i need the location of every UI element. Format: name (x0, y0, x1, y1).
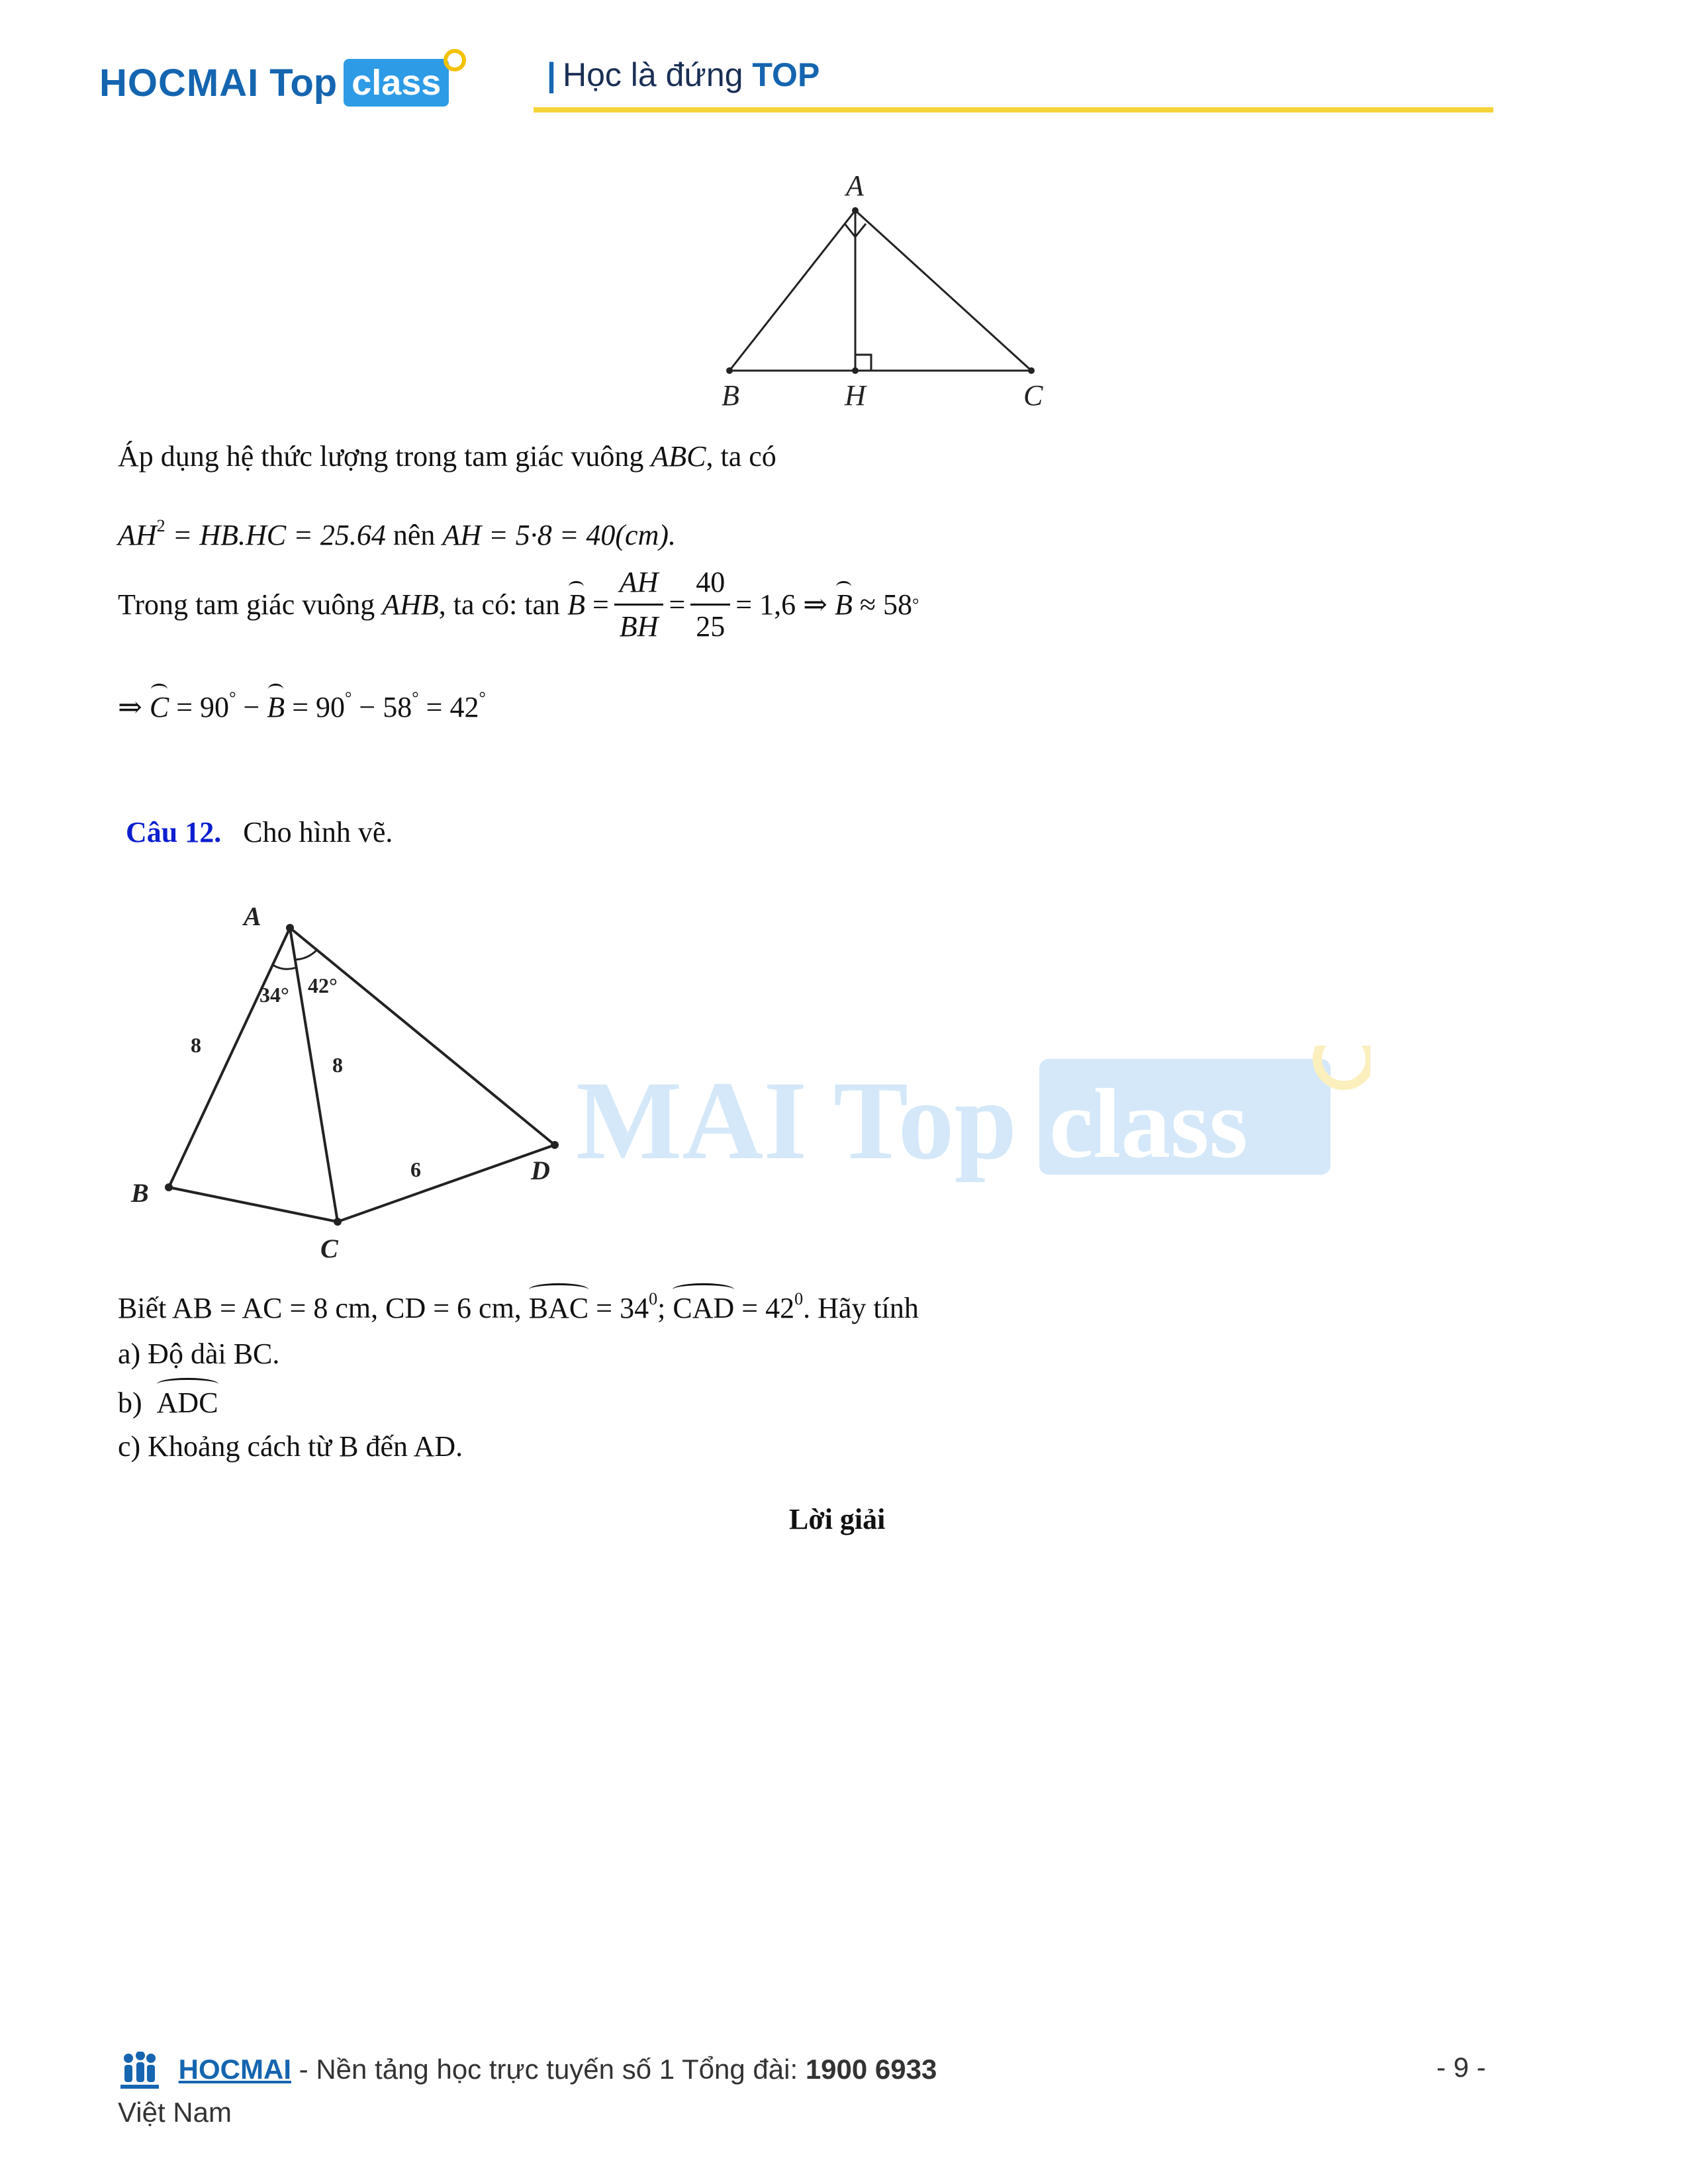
svg-text:class: class (1049, 1069, 1248, 1179)
label-ab-length: 8 (191, 1033, 201, 1057)
hocmai-people-icon (118, 2052, 162, 2091)
slogan-text: Học là đứng (563, 56, 743, 93)
question-number: Câu 12. (126, 816, 222, 848)
question-12-given: Biết AB = AC = 8 cm, CD = 6 cm, BAC = $34^0$; CAD = $42^0$. Hãy tính (118, 1289, 919, 1324)
segment-ab (729, 210, 855, 371)
label-b: B (722, 379, 739, 412)
angle-cad: CAD (673, 1292, 735, 1324)
slogan-top: TOP (752, 56, 820, 93)
page-number: - 9 - (1436, 2052, 1486, 2083)
sun-icon (444, 49, 466, 71)
svg-text:MAI Top: MAI Top (576, 1058, 1017, 1183)
header-slogan (547, 56, 820, 94)
solution-line-2: $AH^2 = HB.HC = 25.64$ nên AH = 5·8 = 40(cm). (118, 516, 677, 551)
angle-arc-bac (273, 965, 296, 969)
slogan-bar: | (547, 56, 556, 93)
part-b: b) ADC (118, 1387, 218, 1419)
label-a: A (846, 169, 864, 202)
angle-arc-cad (294, 949, 318, 960)
label-cd-length: 6 (410, 1158, 421, 1181)
solution-line-1: Áp dụng hệ thức lượng trong tam giác vuông ABC, ta có (118, 440, 776, 473)
footer-tagline: - Nền tảng học trực tuyến số 1 (299, 2054, 675, 2085)
footer-country: Việt Nam (118, 2097, 232, 2128)
label-ac-length: 8 (332, 1053, 343, 1077)
label-angle-34: 34° (259, 983, 289, 1007)
fraction-40-25: $\frac{40}{25}$ (690, 561, 730, 648)
label-d: D (531, 1156, 550, 1185)
segment-ac (855, 210, 1031, 371)
label-b: B (131, 1178, 149, 1208)
segment-ac (290, 928, 338, 1222)
fraction-ah-bh: $\frac{AH}{BH}$ (614, 561, 664, 648)
footer-tongdai-label: Tổng đài: (682, 2054, 798, 2085)
segment-ad (290, 928, 555, 1145)
part-a: a) Độ dài BC. (118, 1338, 280, 1370)
watermark-logo (576, 1046, 1370, 1185)
logo-class-text: class (344, 59, 449, 107)
label-angle-42: 42° (308, 974, 338, 997)
angle-bac: BAC (528, 1292, 589, 1324)
footer (118, 2052, 1495, 2091)
label-a: A (244, 901, 261, 931)
solution-line-3: Trong tam giác vuông AHB , ta có: tan B = $\frac{AH}{BH}$ = $\frac{40}{25}$ = 1,6 ⇒ B ≈ 58 ° (118, 561, 919, 648)
segment-bc (169, 1187, 338, 1222)
part-c: c) Khoảng cách từ B đến AD. (118, 1430, 463, 1463)
label-c: C (1023, 379, 1043, 412)
question-prompt: Cho hình vẽ. (243, 816, 393, 848)
hocmai-topclass-logo (99, 53, 471, 113)
figure-quadrilateral (119, 893, 596, 1277)
header-divider (534, 107, 1493, 113)
figure-right-triangle (702, 159, 1072, 424)
question-12-heading (126, 815, 393, 849)
logo-hocmai-text: HOCMAI (99, 61, 259, 105)
segment-cd (338, 1145, 555, 1222)
right-angle-mark-h (855, 355, 871, 371)
segment-ab (169, 928, 290, 1187)
solution-line-4: ⇒ C = 90° − B = 90° − 58° = 42° (118, 688, 486, 723)
logo-top-text: Top (269, 61, 338, 105)
footer-hocmai-link[interactable]: HOCMAI (178, 2054, 291, 2085)
footer-phone: 1900 6933 (805, 2054, 937, 2085)
angle-adc: ADC (156, 1387, 218, 1419)
label-c: C (320, 1234, 338, 1263)
label-h: H (845, 379, 866, 412)
solution-heading: Lời giải (789, 1503, 886, 1535)
